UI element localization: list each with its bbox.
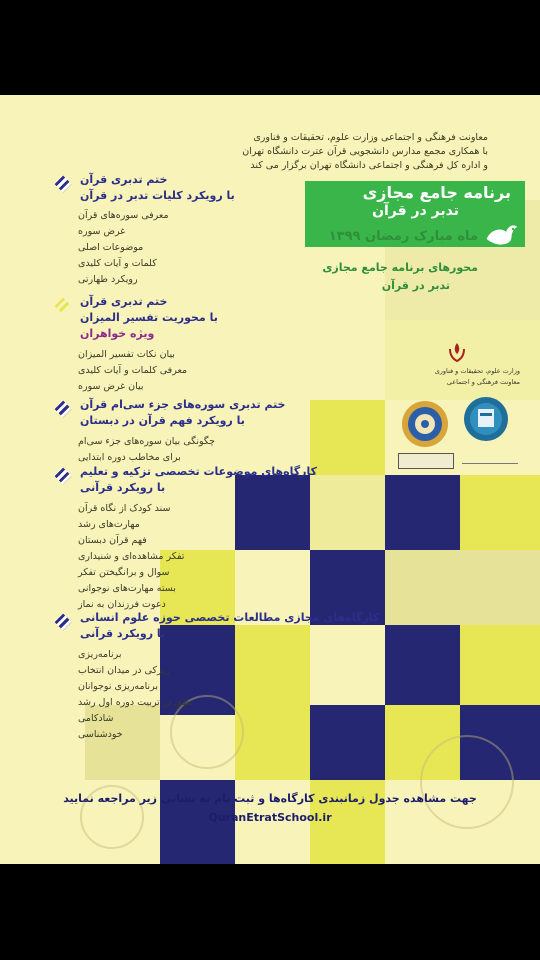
section-item: دعوت فرزندان به نماز <box>78 599 166 610</box>
section-item: بسته مهارت‌های نوجوانی <box>78 583 176 594</box>
section-item: برنامه‌ریزی <box>78 649 122 660</box>
intro-line: و اداره کل فرهنگی و اجتماعی دانشگاه تهران برگزار می کند <box>250 160 488 171</box>
section-item: معرفی سوره‌های قرآن <box>78 210 169 221</box>
axes-title: تدبر در قرآن <box>381 279 450 292</box>
bg-square <box>310 705 385 780</box>
diamond-bullet-icon <box>55 614 72 631</box>
bg-square <box>385 475 460 550</box>
ministry-deputy: معاونت فرهنگی و اجتماعی <box>446 378 520 386</box>
section-item: شادکامی <box>78 713 114 724</box>
section-heading: با رویکرد فهم قرآن در دبستان <box>80 414 245 427</box>
section-item: فهم قرآن دبستان <box>78 535 147 546</box>
section-item: موضوعات اصلی <box>78 242 144 253</box>
banner-subtitle: تدبر در قرآن <box>372 203 459 219</box>
ministry-name: وزارت علوم، تحقیقات و فناوری <box>434 367 520 375</box>
bg-square <box>385 625 460 715</box>
section-item: سند کودک از نگاه قرآن <box>78 503 171 514</box>
section-item: معرفی کلمات و آیات کلیدی <box>78 365 188 376</box>
university-logo-caption <box>462 449 518 464</box>
poster <box>0 95 540 864</box>
section-heading: کارگاه‌های موضوعات تخصصی تزکیه و تعلیم <box>80 465 317 478</box>
bg-square <box>310 400 385 475</box>
university-of-tehran-logo-icon <box>462 395 510 443</box>
section-item: خودشناسی <box>78 729 123 740</box>
intro-line: با همکاری مجمع مدارس دانشجویی قرآن عترت دانشگاه تهران <box>242 146 488 157</box>
section-heading: کارگاه‌های مجازی مطالعات تخصصی حوزه علوم انسانی <box>80 611 380 624</box>
footer-instruction: جهت مشاهده جدول زمانبندی کارگاه‌ها و ثبت نام به نشانی زیر مراجعه نمایید <box>63 792 477 805</box>
bg-square <box>235 625 310 715</box>
axes-title: محورهای برنامه جامع مجازی <box>322 261 478 274</box>
section-heading: ختم تدبری قرآن <box>80 173 168 186</box>
bg-square <box>460 625 540 715</box>
diamond-bullet-icon <box>55 176 72 193</box>
section-item: برنامه‌ریزی نوجوانان <box>78 681 159 692</box>
bg-square <box>460 475 540 550</box>
section-heading: با رویکرد قرآنی <box>80 481 166 494</box>
dove-icon <box>482 219 522 251</box>
section-item: برای مخاطب دوره ابتدایی <box>78 452 181 463</box>
intro-line: معاونت فرهنگی و اجتماعی وزارت علوم، تحقیقات و فناوری <box>253 132 488 143</box>
diamond-bullet-icon <box>55 401 72 418</box>
section-item: چگونگی بیان سوره‌های جزء سی‌ام <box>78 436 216 447</box>
rosette-logo-caption <box>398 453 454 469</box>
section-item: زیرکی در میدان انتخاب <box>78 665 170 676</box>
section-item: غرض سوره <box>78 226 126 237</box>
section-item: بیان غرض سوره <box>78 381 144 392</box>
bg-square <box>385 550 540 625</box>
section-item: رویکرد طهارتی <box>78 274 138 285</box>
website-url[interactable]: QuranEtratSchool.ir <box>208 811 332 824</box>
bg-square <box>235 705 310 780</box>
section-item: مهارت‌های رشد <box>78 519 140 530</box>
section-heading: با محوریت تفسیر المیزان <box>80 311 218 324</box>
section-item: کلمات و آیات کلیدی <box>78 258 157 269</box>
section-item: نطق در تربیت دوره اول رشد <box>78 697 194 708</box>
diamond-bullet-icon <box>55 468 72 485</box>
iran-emblem-icon <box>446 341 468 363</box>
section-item: تفکر مشاهده‌ای و شنیداری <box>78 551 185 562</box>
diamond-bullet-icon <box>55 298 72 315</box>
section-heading: ختم تدبری قرآن <box>80 295 168 308</box>
section-heading: با رویکرد قرآنی <box>80 627 166 640</box>
section-subheading: ویژه خواهران <box>80 327 155 340</box>
rosette-logo-icon <box>400 399 450 449</box>
section-heading: با رویکرد کلیات تدبر در قرآن <box>80 189 235 202</box>
section-item: سوال و برانگیختن تفکر <box>78 567 170 578</box>
section-item: بیان نکات تفسیر المیزان <box>78 349 175 360</box>
banner-title: برنامه جامع مجازی <box>362 183 511 202</box>
bg-square <box>235 475 310 550</box>
bg-square <box>310 475 385 550</box>
section-heading: ختم تدبری سوره‌های جزء سی‌ام قرآن <box>80 398 286 411</box>
banner-date: ماه مبارک رمضان ۱۳۹۹ <box>328 229 478 244</box>
